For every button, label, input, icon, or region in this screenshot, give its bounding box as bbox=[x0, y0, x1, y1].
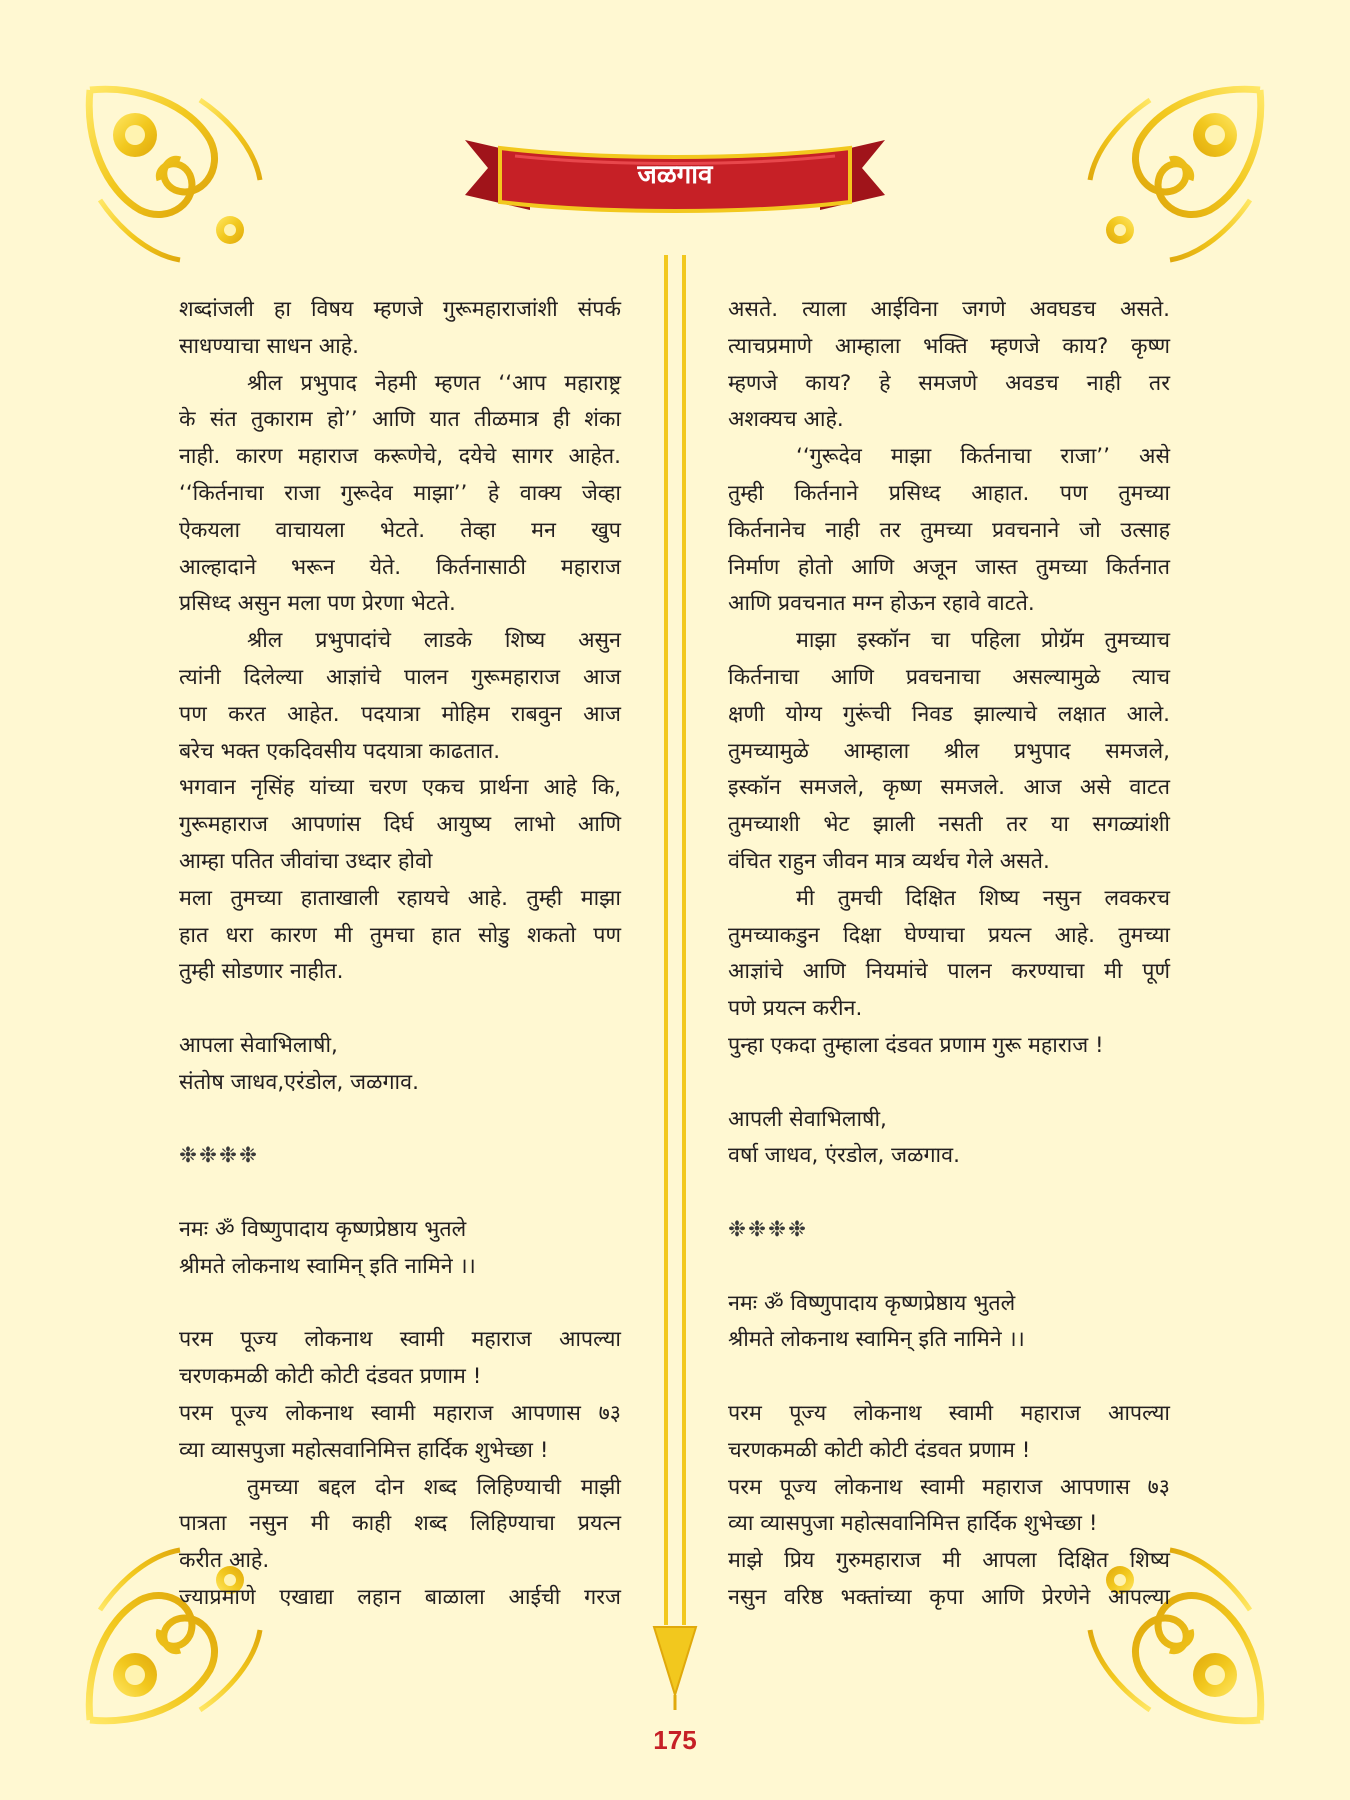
paragraph-gap bbox=[728, 1065, 1170, 1102]
text-line: परम पूज्य लोकनाथ स्वामी महाराज आपल्या bbox=[728, 1400, 1170, 1426]
text-line: व्या व्यासपुजा महोत्सवानिमित्त हार्दिक शुभेच्छा ! bbox=[728, 1511, 1098, 1537]
text-line: वंचित राहुन जीवन मात्र व्यर्थच गेले असते. bbox=[728, 848, 1050, 874]
text-line: आपली सेवाभिलाषी, bbox=[728, 1106, 887, 1132]
text-line: परम पूज्य लोकनाथ स्वामी महाराज आपल्या bbox=[179, 1327, 621, 1353]
text-line: आल्हादाने भरून येते. किर्तनासाठी महाराज bbox=[179, 554, 621, 580]
text-line: तुमच्याशी भेट झाली नसती तर या सगळ्यांशी bbox=[728, 812, 1170, 838]
text-line: आम्हा पतित जीवांचा उध्दार होवो bbox=[179, 848, 433, 874]
text-line: तुमच्यामुळे आम्हाला श्रील प्रभुपाद समजले, bbox=[728, 738, 1170, 764]
text-line: शब्दांजली हा विषय म्हणजे गुरूमहाराजांशी संपर्क bbox=[179, 297, 621, 322]
text-line: पणे प्रयत्न करीन. bbox=[728, 996, 863, 1022]
left-column bbox=[179, 292, 621, 1617]
text-line: नसुन वरिष्ठ भक्तांच्या कृपा आणि प्रेरणेने आपल्या bbox=[728, 1584, 1170, 1610]
text-line: अशक्यच आहे. bbox=[728, 407, 844, 433]
text-line: नाही. कारण महाराज करूणेचे, दयेचे सागर आहेत. bbox=[179, 444, 621, 470]
text-line: श्रील प्रभुपादांचे लाडके शिष्य असुन bbox=[247, 628, 621, 654]
paragraph-gap bbox=[728, 1175, 1170, 1212]
text-line: मला तुमच्या हाताखाली रहायचे आहे. तुम्ही माझा bbox=[179, 885, 621, 911]
text-line: ‘‘गुरूदेव माझा किर्तनाचा राजा’’ असे bbox=[796, 444, 1170, 470]
text-line: आज्ञांचे आणि नियमांचे पालन करण्याचा मी पूर्ण bbox=[728, 959, 1170, 985]
text-line: माझा इस्कॉन चा पहिला प्रोग्रॅम तुमच्याच bbox=[796, 628, 1170, 654]
text-line: माझे प्रिय गुरुमहाराज मी आपला दिक्षित शिष्य bbox=[728, 1548, 1170, 1574]
text-line: चरणकमळी कोटी कोटी दंडवत प्रणाम ! bbox=[179, 1364, 482, 1390]
text-line: श्रीमते लोकनाथ स्वामिन् इति नामिने ।। bbox=[179, 1253, 476, 1279]
text-line: किर्तनाचा आणि प्रवचनाचा असल्यामुळे त्याच bbox=[728, 664, 1170, 690]
text-line: ‘‘किर्तनाचा राजा गुरूदेव माझा’’ हे वाक्य जेव्हा bbox=[179, 480, 621, 506]
page-title: जळगाव bbox=[637, 160, 713, 190]
text-line: त्यांनी दिलेल्या आज्ञांचे पालन गुरूमहाराज आज bbox=[179, 664, 621, 690]
text-line: आणि प्रवचनात मग्न होऊन रहावे वाटते. bbox=[728, 591, 1035, 617]
text-line: तुम्ही किर्तनाने प्रसिध्द आहात. पण तुमच्या bbox=[728, 480, 1170, 506]
text-line: बरेच भक्त एकदिवसीय पदयात्रा काढतात. bbox=[179, 738, 501, 764]
text-line: परम पूज्य लोकनाथ स्वामी महाराज आपणास ७३ bbox=[179, 1400, 621, 1426]
paragraph-gap bbox=[179, 1102, 621, 1139]
text-line: पात्रता नसुन मी काही शब्द लिहिण्याचा प्रयत्न bbox=[179, 1511, 621, 1537]
text-line: परम पूज्य लोकनाथ स्वामी महाराज आपणास ७३ bbox=[728, 1474, 1170, 1500]
text-line: निर्माण होतो आणि अजून जास्त तुमच्या किर्तनात bbox=[728, 554, 1170, 580]
text-line: त्याचप्रमाणे आम्हाला भक्ति म्हणजे काय? कृष्ण bbox=[728, 333, 1170, 359]
text-line: असते. त्याला आईविना जगणे अवघडच असते. bbox=[728, 297, 1170, 322]
text-line: भगवान नृसिंह यांच्या चरण एकच प्रार्थना आहे कि, bbox=[179, 775, 621, 801]
text-line: गुरूमहाराज आपणांस दिर्घ आयुष्य लाभो आणि bbox=[179, 812, 621, 838]
text-line: मी तुमची दिक्षित शिष्य नसुन लवकरच bbox=[796, 885, 1170, 911]
text-line: तुमच्या बद्दल दोन शब्द लिहिण्याची माझी bbox=[247, 1474, 621, 1500]
text-line: वर्षा जाधव, एंरडोल, जळगाव. bbox=[728, 1143, 960, 1169]
paragraph-gap bbox=[728, 1359, 1170, 1396]
text-line: नमः ॐ विष्णुपादाय कृष्णप्रेष्ठाय भुतले bbox=[728, 1290, 1016, 1316]
column-divider bbox=[650, 255, 700, 1715]
paragraph-gap bbox=[179, 1286, 621, 1323]
text-line: नमः ॐ विष्णुपादाय कृष्णप्रेष्ठाय भुतले bbox=[179, 1216, 467, 1242]
text-line: आपला सेवाभिलाषी, bbox=[179, 1032, 338, 1058]
text-line: ऐकयला वाचायला भेटते. तेव्हा मन खुप bbox=[179, 517, 621, 543]
right-column bbox=[728, 292, 1170, 1617]
text-line: म्हणजे काय? हे समजणे अवडच नाही तर bbox=[728, 370, 1170, 396]
text-line: तुमच्याकडुन दिक्षा घेण्याचा प्रयत्न आहे. तुमच्या bbox=[728, 922, 1170, 948]
text-line: हात धरा कारण मी तुमचा हात सोडु शकतो पण bbox=[179, 922, 621, 948]
text-line: किर्तनानेच नाही तर तुमच्या प्रवचनाने जो उत्साह bbox=[728, 517, 1170, 543]
text-line: इस्कॉन समजले, कृष्ण समजले. आज असे वाटत bbox=[728, 775, 1170, 801]
text-line: व्या व्यासपुजा महोत्सवानिमित्त हार्दिक शुभेच्छा ! bbox=[179, 1437, 549, 1463]
text-line: श्रील प्रभुपाद नेहमी म्हणत ‘‘आप महाराष्ट्र bbox=[247, 370, 621, 396]
text-line: के संत तुकाराम हो’’ आणि यात तीळमात्र ही शंका bbox=[179, 407, 621, 433]
text-line: साधण्याचा साधन आहे. bbox=[179, 333, 359, 359]
section-separator: ❉❉❉❉ bbox=[179, 1143, 260, 1169]
text-line: करीत आहे. bbox=[179, 1548, 270, 1574]
text-line: श्रीमते लोकनाथ स्वामिन् इति नामिने ।। bbox=[728, 1327, 1025, 1353]
text-line: क्षणी योग्य गुरूंची निवड झाल्याचे लक्षात आले. bbox=[728, 701, 1170, 727]
text-line: पण करत आहेत. पदयात्रा मोहिम राबवुन आज bbox=[179, 701, 621, 727]
text-line: ज्याप्रमाणे एखाद्या लहान बाळाला आईची गरज bbox=[179, 1584, 621, 1610]
text-line: पुन्हा एकदा तुम्हाला दंडवत प्रणाम गुरू महाराज ! bbox=[728, 1032, 1104, 1058]
text-line: संतोष जाधव,एरंडोल, जळगाव. bbox=[179, 1069, 419, 1095]
section-separator: ❉❉❉❉ bbox=[728, 1216, 809, 1242]
paragraph-gap bbox=[728, 1249, 1170, 1286]
page-number: 175 bbox=[653, 1725, 697, 1755]
paragraph-gap bbox=[179, 991, 621, 1028]
paragraph-gap bbox=[179, 1175, 621, 1212]
text-line: तुम्ही सोडणार नाहीत. bbox=[179, 959, 344, 985]
text-line: प्रसिध्द असुन मला पण प्रेरणा भेटते. bbox=[179, 591, 456, 617]
text-line: चरणकमळी कोटी कोटी दंडवत प्रणाम ! bbox=[728, 1437, 1031, 1463]
